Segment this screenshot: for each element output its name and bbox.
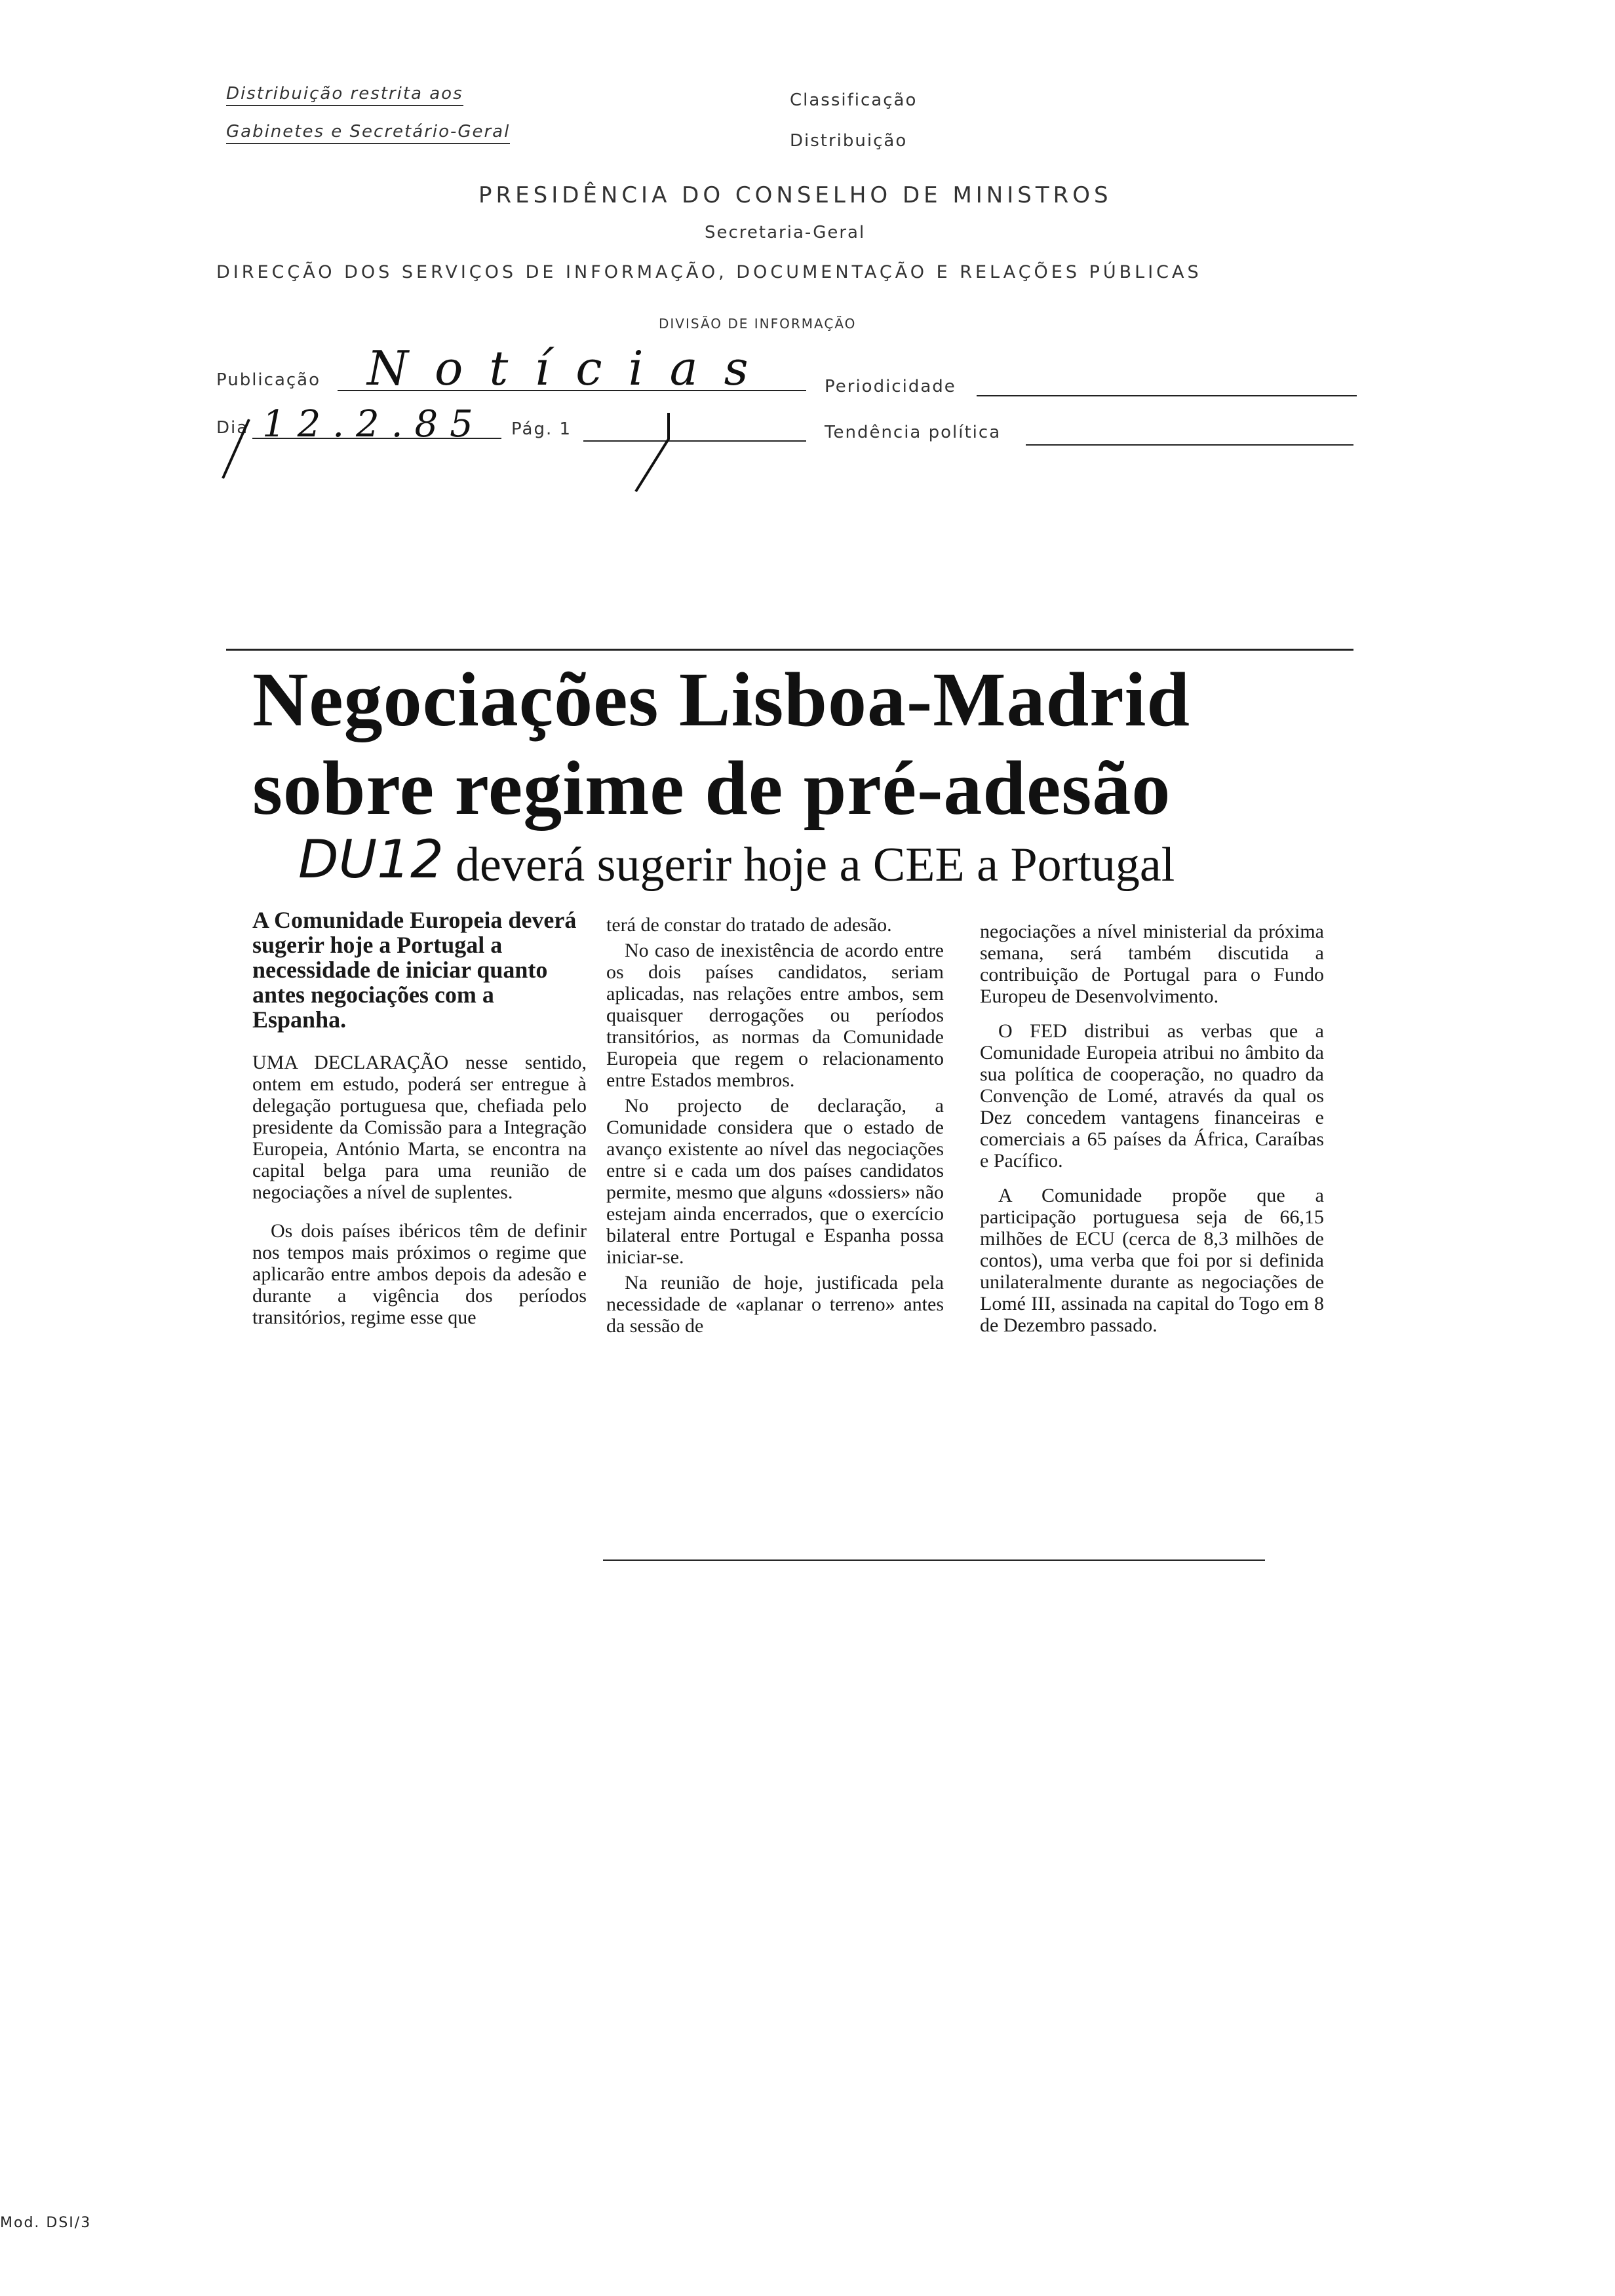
presidency-title: PRESIDÊNCIA DO CONSELHO DE MINISTROS	[478, 182, 1112, 208]
subheadline: deverá sugerir hoje a CEE a Portugal	[456, 838, 1175, 892]
division-label: DIVISÃO DE INFORMAÇÃO	[659, 316, 857, 332]
article-lead: A Comunidade Europeia deverá sugerir hoje a Portugal a necessidade de iniciar quanto antes negociações com a Espanha.	[252, 907, 577, 1033]
col1-paragraph-1: UMA DECLARAÇÃO nesse sentido, ontem em estudo, poderá ser entregue à delegação portuguesa que, chefiada pelo presidente da Comissão para a Integração Europeia, António Marta, se encontra na capital belga para uma reunião de negociações a nível de suplentes.	[252, 1052, 587, 1203]
periodicity-label: Periodicidade	[825, 377, 956, 396]
distribution-note-line-2: Gabinetes e Secretário-Geral	[226, 122, 510, 144]
distribution-label: Distribuição	[790, 131, 908, 151]
col2-paragraph-1: terá de constar do tratado de adesão.	[606, 914, 892, 936]
headline-line-2: sobre regime de pré-adesão	[252, 745, 1171, 831]
handwritten-publication: Notícias	[367, 341, 775, 396]
col3-paragraph-1: negociações a nível ministerial da próxima semana, será também discutida a contribuição de Portugal para o Fundo Europeu de Desenvolvimento.	[980, 921, 1324, 1007]
article-column-3	[980, 921, 1324, 1340]
handwritten-reference-mark: DU12	[298, 829, 444, 890]
form-model-code: Mod. DSI/3	[0, 2215, 92, 2231]
handwriting-strokes	[210, 393, 708, 498]
col2-paragraph-4: Na reunião de hoje, justificada pela necessidade de «aplanar o terreno» antes da sessão de	[606, 1272, 944, 1337]
col3-paragraph-3: A Comunidade propõe que a participação portuguesa seja de 66,15 milhões de ECU (cerca de 8,3 milhões de contos), uma verba que foi por si definida unilateralmente durante as negociações de Lomé III, assinada na capital do Togo em 8 de Dezembro passado.	[980, 1185, 1324, 1336]
page-label: Pág. 1	[511, 419, 572, 439]
article-column-1	[252, 908, 587, 1332]
article-bottom-rule	[603, 1559, 1265, 1561]
directorate-title: DIRECÇÃO DOS SERVIÇOS DE INFORMAÇÃO, DOCUMENTAÇÃO E RELAÇÕES PÚBLICAS	[216, 262, 1202, 282]
headline-line-1: Negociações Lisboa-Madrid	[252, 657, 1191, 742]
date-label: Dia	[216, 418, 249, 438]
classification-label: Classificação	[790, 90, 918, 110]
political-tendency-field-line	[1026, 444, 1353, 446]
col2-paragraph-3: No projecto de declaração, a Comunidade considera que o estado de avanço existente ao nível das negociações entre si e cada um dos países candidatos permite, mesmo que alguns «dossiers» não estejam ainda encerrados, que o exercício bilateral entre Portugal e Espanha possa iniciar-se.	[606, 1095, 944, 1268]
handwritten-date: 12.2.85	[262, 403, 485, 446]
article-column-2	[606, 914, 944, 1341]
article-top-rule	[226, 649, 1353, 651]
col1-paragraph-2: Os dois países ibéricos têm de definir nos tempos mais próximos o regime que aplicarão entre ambos depois da adesão e durante a vigência dos períodos transitórios, regime esse que	[252, 1220, 587, 1328]
periodicity-field-line	[977, 395, 1357, 396]
publication-label: Publicação	[216, 370, 321, 390]
political-tendency-label: Tendência política	[825, 423, 1002, 442]
col2-paragraph-2: No caso de inexistência de acordo entre os dois países candidatos, seriam aplicadas, nas relações entre ambos, sem quaisquer derrogações ou períodos transitórios, as normas da Comunidade Europeia que regem o relacionamento entre Estados membros.	[606, 940, 944, 1091]
col3-paragraph-2: O FED distribui as verbas que a Comunidade Europeia atribui no âmbito da sua política de cooperação, no quadro da Convenção de Lomé, através da qual os Dez concedem vantagens financeiras e comerciais a 65 países da África, Caraíbas e Pacífico.	[980, 1020, 1324, 1172]
distribution-note-line-1: Distribuição restrita aos	[226, 84, 463, 106]
secretariat-label: Secretaria-Geral	[705, 223, 866, 242]
